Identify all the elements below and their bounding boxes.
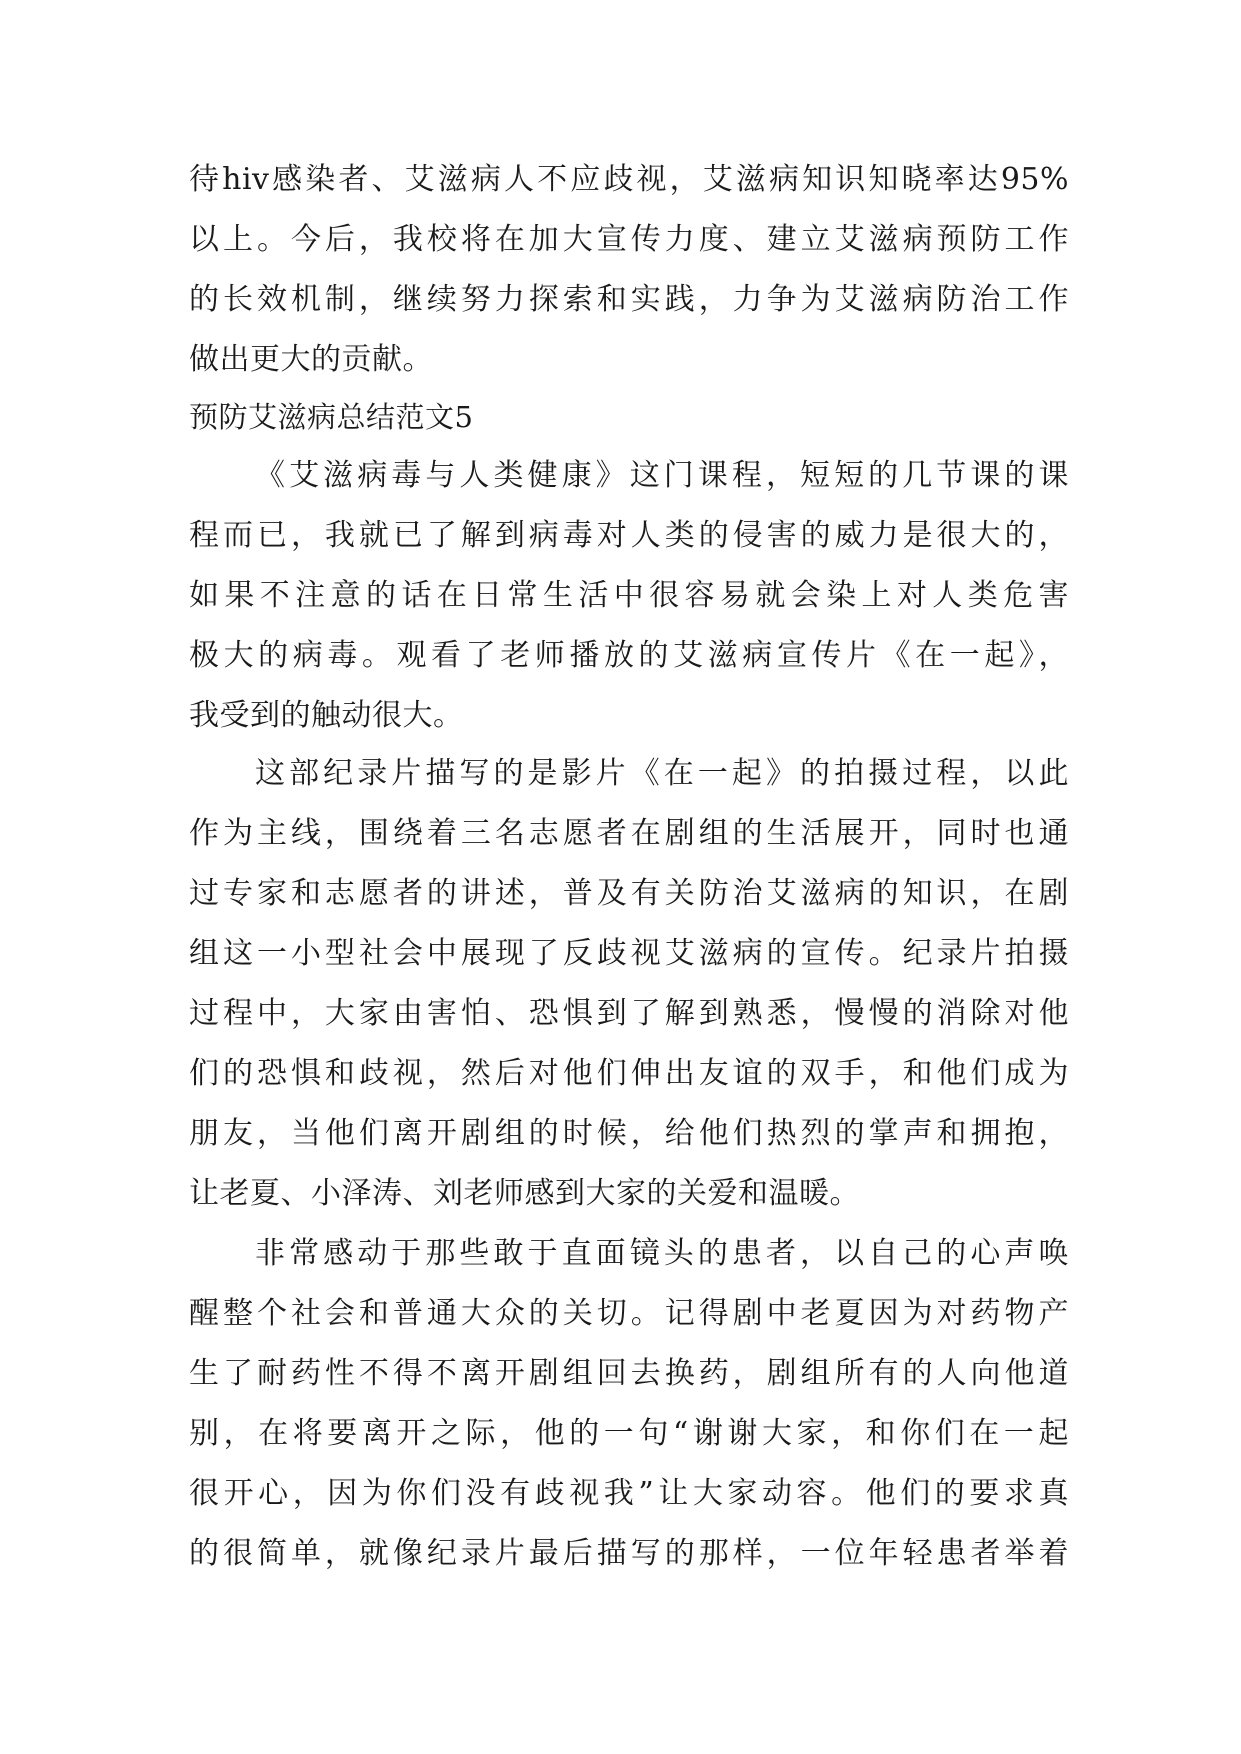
paragraph-line: 我受到的触动很大。: [189, 698, 464, 733]
paragraph-line: 以上。今后，我校将在加大宣传力度、建立艾滋病预防工作: [189, 222, 1069, 257]
paragraph-line: 极大的病毒。观看了老师播放的艾滋病宣传片《在一起》，: [189, 638, 1069, 673]
paragraph-line: 很开心，因为你们没有歧视我”让大家动容。他们的要求真: [189, 1476, 1069, 1511]
section-heading: 预防艾滋病总结范文5: [189, 400, 474, 434]
paragraph-line: 醒整个社会和普通大众的关切。记得剧中老夏因为对药物产: [189, 1296, 1069, 1331]
paragraph-line: 程而已，我就已了解到病毒对人类的侵害的威力是很大的，: [189, 518, 1069, 553]
paragraph-line: 过程中，大家由害怕、恐惧到了解到熟悉，慢慢的消除对他: [189, 996, 1069, 1031]
paragraph-line: 过专家和志愿者的讲述，普及有关防治艾滋病的知识，在剧: [189, 876, 1069, 911]
paragraph-line: 朋友，当他们离开剧组的时候，给他们热烈的掌声和拥抱，: [189, 1116, 1069, 1151]
paragraph-line: 非常感动于那些敢于直面镜头的患者，以自己的心声唤: [255, 1236, 1069, 1271]
paragraph-line: 们的恐惧和歧视，然后对他们伸出友谊的双手，和他们成为: [189, 1056, 1069, 1091]
paragraph-line: 如果不注意的话在日常生活中很容易就会染上对人类危害: [189, 578, 1069, 613]
paragraph-line: 作为主线，围绕着三名志愿者在剧组的生活展开，同时也通: [189, 816, 1069, 851]
paragraph-line: 做出更大的贡献。: [189, 342, 433, 377]
paragraph-line: 这部纪录片描写的是影片《在一起》的拍摄过程，以此: [255, 756, 1069, 791]
paragraph-line: 让老夏、小泽涛、刘老师感到大家的关爱和温暖。: [189, 1176, 860, 1211]
paragraph-line: 生了耐药性不得不离开剧组回去换药，剧组所有的人向他道: [189, 1356, 1069, 1391]
paragraph-line: 的很简单，就像纪录片最后描写的那样，一位年轻患者举着: [189, 1536, 1069, 1571]
paragraph-line: 《艾滋病毒与人类健康》这门课程，短短的几节课的课: [255, 458, 1069, 493]
paragraph-line: 别，在将要离开之际，他的一句“谢谢大家，和你们在一起: [189, 1416, 1069, 1451]
paragraph-line: 组这一小型社会中展现了反歧视艾滋病的宣传。纪录片拍摄: [189, 936, 1069, 971]
paragraph-line: 的长效机制，继续努力探索和实践，力争为艾滋病防治工作: [189, 282, 1069, 317]
paragraph-line: 待hiv感染者、艾滋病人不应歧视，艾滋病知识知晓率达95%: [189, 162, 1069, 197]
